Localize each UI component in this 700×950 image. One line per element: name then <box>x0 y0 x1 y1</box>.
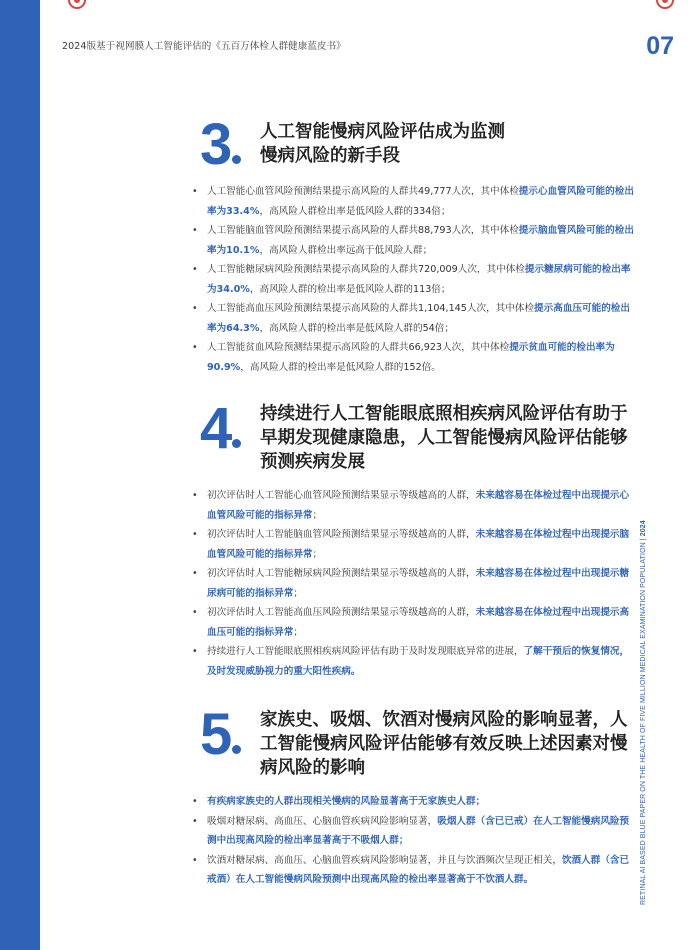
left-color-band <box>0 0 40 950</box>
list-item: • 初次评估时人工智能心血管风险预测结果显示等级越高的人群，未来越容易在体检过程中出现提示心血管风险可能的指标异常； <box>190 486 634 525</box>
list-item: • 吸烟对糖尿病、高血压、心脑血管疾病风险影响显著，吸烟人群（含已已戒）在人工智能慢病风险预测中出现高风险的检出率显著高于不吸烟人群； <box>190 812 634 851</box>
list-item: • 饮酒对糖尿病、高血压、心脑血管疾病风险影响显著，并且与饮酒频次呈现正相关，饮酒人群（含已戒酒）在人工智能慢病风险预测中出现高风险的检出率显著高于不饮酒人群。 <box>190 851 634 890</box>
side-running-title: RETINAL AI BASED BLUE PAPER ON THE HEALTH OF FIVE MILLION MEDICAL EXAMINATION POPULATION | 2024 <box>640 520 647 905</box>
section-3-list <box>190 182 634 377</box>
section-title: 家族史、吸烟、饮酒对慢病风险的影响显著，人工智能慢病风险评估能够有效反映上述因素对慢病风险的影响 <box>260 710 628 778</box>
list-item: • 人工智能糖尿病风险预测结果提示高风险的人群共720,009人次，其中体检提示糖尿病可能的检出率为34.0%，高风险人群的检出率是低风险人群的113倍； <box>190 260 634 299</box>
section-number: 3 <box>200 116 241 174</box>
running-header: 2024版基于视网膜人工智能评估的《五百万体检人群健康蓝皮书》 <box>62 41 346 52</box>
section-header <box>200 702 634 780</box>
side-year: 2024 <box>640 520 647 537</box>
section-title: 人工智能慢病风险评估成为监测慢病风险的新手段 <box>260 122 505 166</box>
section-title: 持续进行人工智能眼底照相疾病风险评估有助于早期发现健康隐患，人工智能慢病风险评估能够预测疾病发展 <box>260 404 628 472</box>
section-4 <box>200 396 634 681</box>
list-item: • 人工智能高血压风险预测结果提示高风险的人群共1,104,145人次，其中体检提示高血压可能的检出率为64.3%，高风险人群的检出率是低风险人群的54倍； <box>190 299 634 338</box>
section-5 <box>200 702 634 890</box>
list-item: • 人工智能心血管风险预测结果提示高风险的人群共49,777人次，其中体检提示心血管风险可能的检出率为33.4%，高风险人群检出率是低风险人群的334倍； <box>190 182 634 221</box>
section-header <box>200 112 634 177</box>
section-number: 4 <box>200 400 241 458</box>
list-item: • 人工智能贫血风险预测结果提示高风险的人群共66,923人次，其中体检提示贫血可能的检出率为90.9%，高风险人群的检出率是低风险人群的152倍。 <box>190 338 634 377</box>
list-item: • 有疾病家族史的人群出现相关慢病的风险显著高于无家族史人群； <box>190 792 634 812</box>
section-header <box>200 396 634 474</box>
top-left-target-icon <box>68 0 86 9</box>
list-item: • 人工智能脑血管风险预测结果提示高风险的人群共88,793人次，其中体检提示脑血管风险可能的检出率为10.1%，高风险人群检出率远高于低风险人群； <box>190 221 634 260</box>
list-item: • 初次评估时人工智能脑血管风险预测结果显示等级越高的人群，未来越容易在体检过程中出现提示脑血管风险可能的指标异常； <box>190 525 634 564</box>
list-item: • 持续进行人工智能眼底照相疾病风险评估有助于及时发现眼底异常的进展，了解干预后的恢复情况，及时发现威胁视力的重大阳性疾病。 <box>190 642 634 681</box>
page-number: 07 <box>646 32 674 60</box>
section-number: 5 <box>200 706 241 764</box>
section-5-list <box>190 792 634 890</box>
section-4-list <box>190 486 634 681</box>
list-item: • 初次评估时人工智能高血压风险预测结果显示等级越高的人群，未来越容易在体检过程中出现提示高血压可能的指标异常； <box>190 603 634 642</box>
side-title-text: RETINAL AI BASED BLUE PAPER ON THE HEALTH OF FIVE MILLION MEDICAL EXAMINATION POPULATION <box>640 542 647 905</box>
top-right-target-icon <box>656 0 674 9</box>
list-item: • 初次评估时人工智能糖尿病风险预测结果显示等级越高的人群，未来越容易在体检过程中出现提示糖尿病可能的指标异常； <box>190 564 634 603</box>
section-3 <box>200 112 634 377</box>
